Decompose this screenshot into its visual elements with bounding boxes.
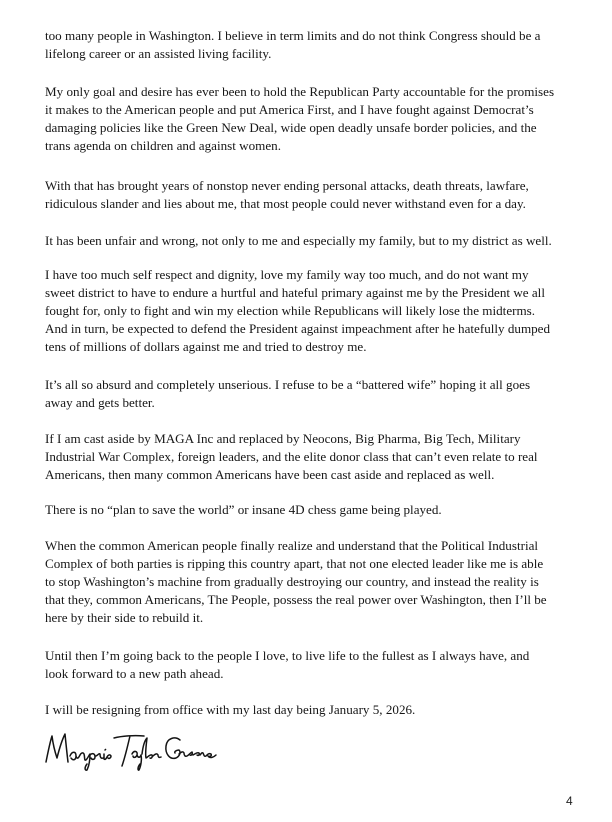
paragraph-cast-aside: If I am cast aside by MAGA Inc and replaced by Neocons, Big Pharma, Big Tech, Military Industrial War Complex, foreign leaders, and the elite donor class that can’t even relate to real Americans, then many common Americans have been cast aside and replaced as well. bbox=[45, 431, 538, 482]
paragraph-unfair: It has been unfair and wrong, not only to me and especially my family, but to my district as well. bbox=[45, 233, 552, 248]
page-number: 4 bbox=[566, 794, 573, 808]
handwritten-signature bbox=[40, 724, 220, 772]
paragraph-attacks: With that has brought years of nonstop never ending personal attacks, death threats, lawfare, ridiculous slander and lies about me, that most people could never withstand even for a day. bbox=[45, 178, 529, 211]
paragraph-resigning: I will be resigning from office with my last day being January 5, 2026. bbox=[45, 702, 416, 717]
paragraph-until-then: Until then I’m going back to the people I love, to live life to the fullest as I always have, and look forward to a new path ahead. bbox=[45, 648, 530, 681]
paragraph-term-limits: too many people in Washington. I believe in term limits and do not think Congress should be a lifelong career or an assisted living facility. bbox=[45, 28, 541, 61]
paragraph-self-respect: I have too much self respect and dignity, love my family way too much, and do not want my sweet district to have to endure a hurtful and hateful primary against me by the President we all fought for, only to fight and win my election while Republicans will likely lose the midterms. And in turn, be expected to defend the President against impeachment after he hatefully dumped tens of millions of dollars against me and tried to destroy me. bbox=[45, 267, 551, 354]
paragraph-absurd: It’s all so absurd and completely unserious. I refuse to be a “battered wife” hoping it all goes away and gets better. bbox=[45, 377, 531, 410]
paragraph-common-people: When the common American people finally realize and understand that the Political Industrial Complex of both parties is ripping this country apart, that not one elected leader like me is able to stop Washington’s machine from gradually destroying our country, and instead the reality is that they, common Americans, The People, possess the real power over Washington, then I’ll be here by their side to rebuild it. bbox=[45, 538, 547, 625]
paragraph-no-plan: There is no “plan to save the world” or insane 4D chess game being played. bbox=[45, 502, 442, 517]
paragraph-goal: My only goal and desire has ever been to hold the Republican Party accountable for the promises it makes to the American people and put America First, and I have fought against Democrat’s damaging policies like the Green New Deal, wide open deadly unsafe border policies, and the trans agenda on children and against women. bbox=[45, 84, 555, 153]
